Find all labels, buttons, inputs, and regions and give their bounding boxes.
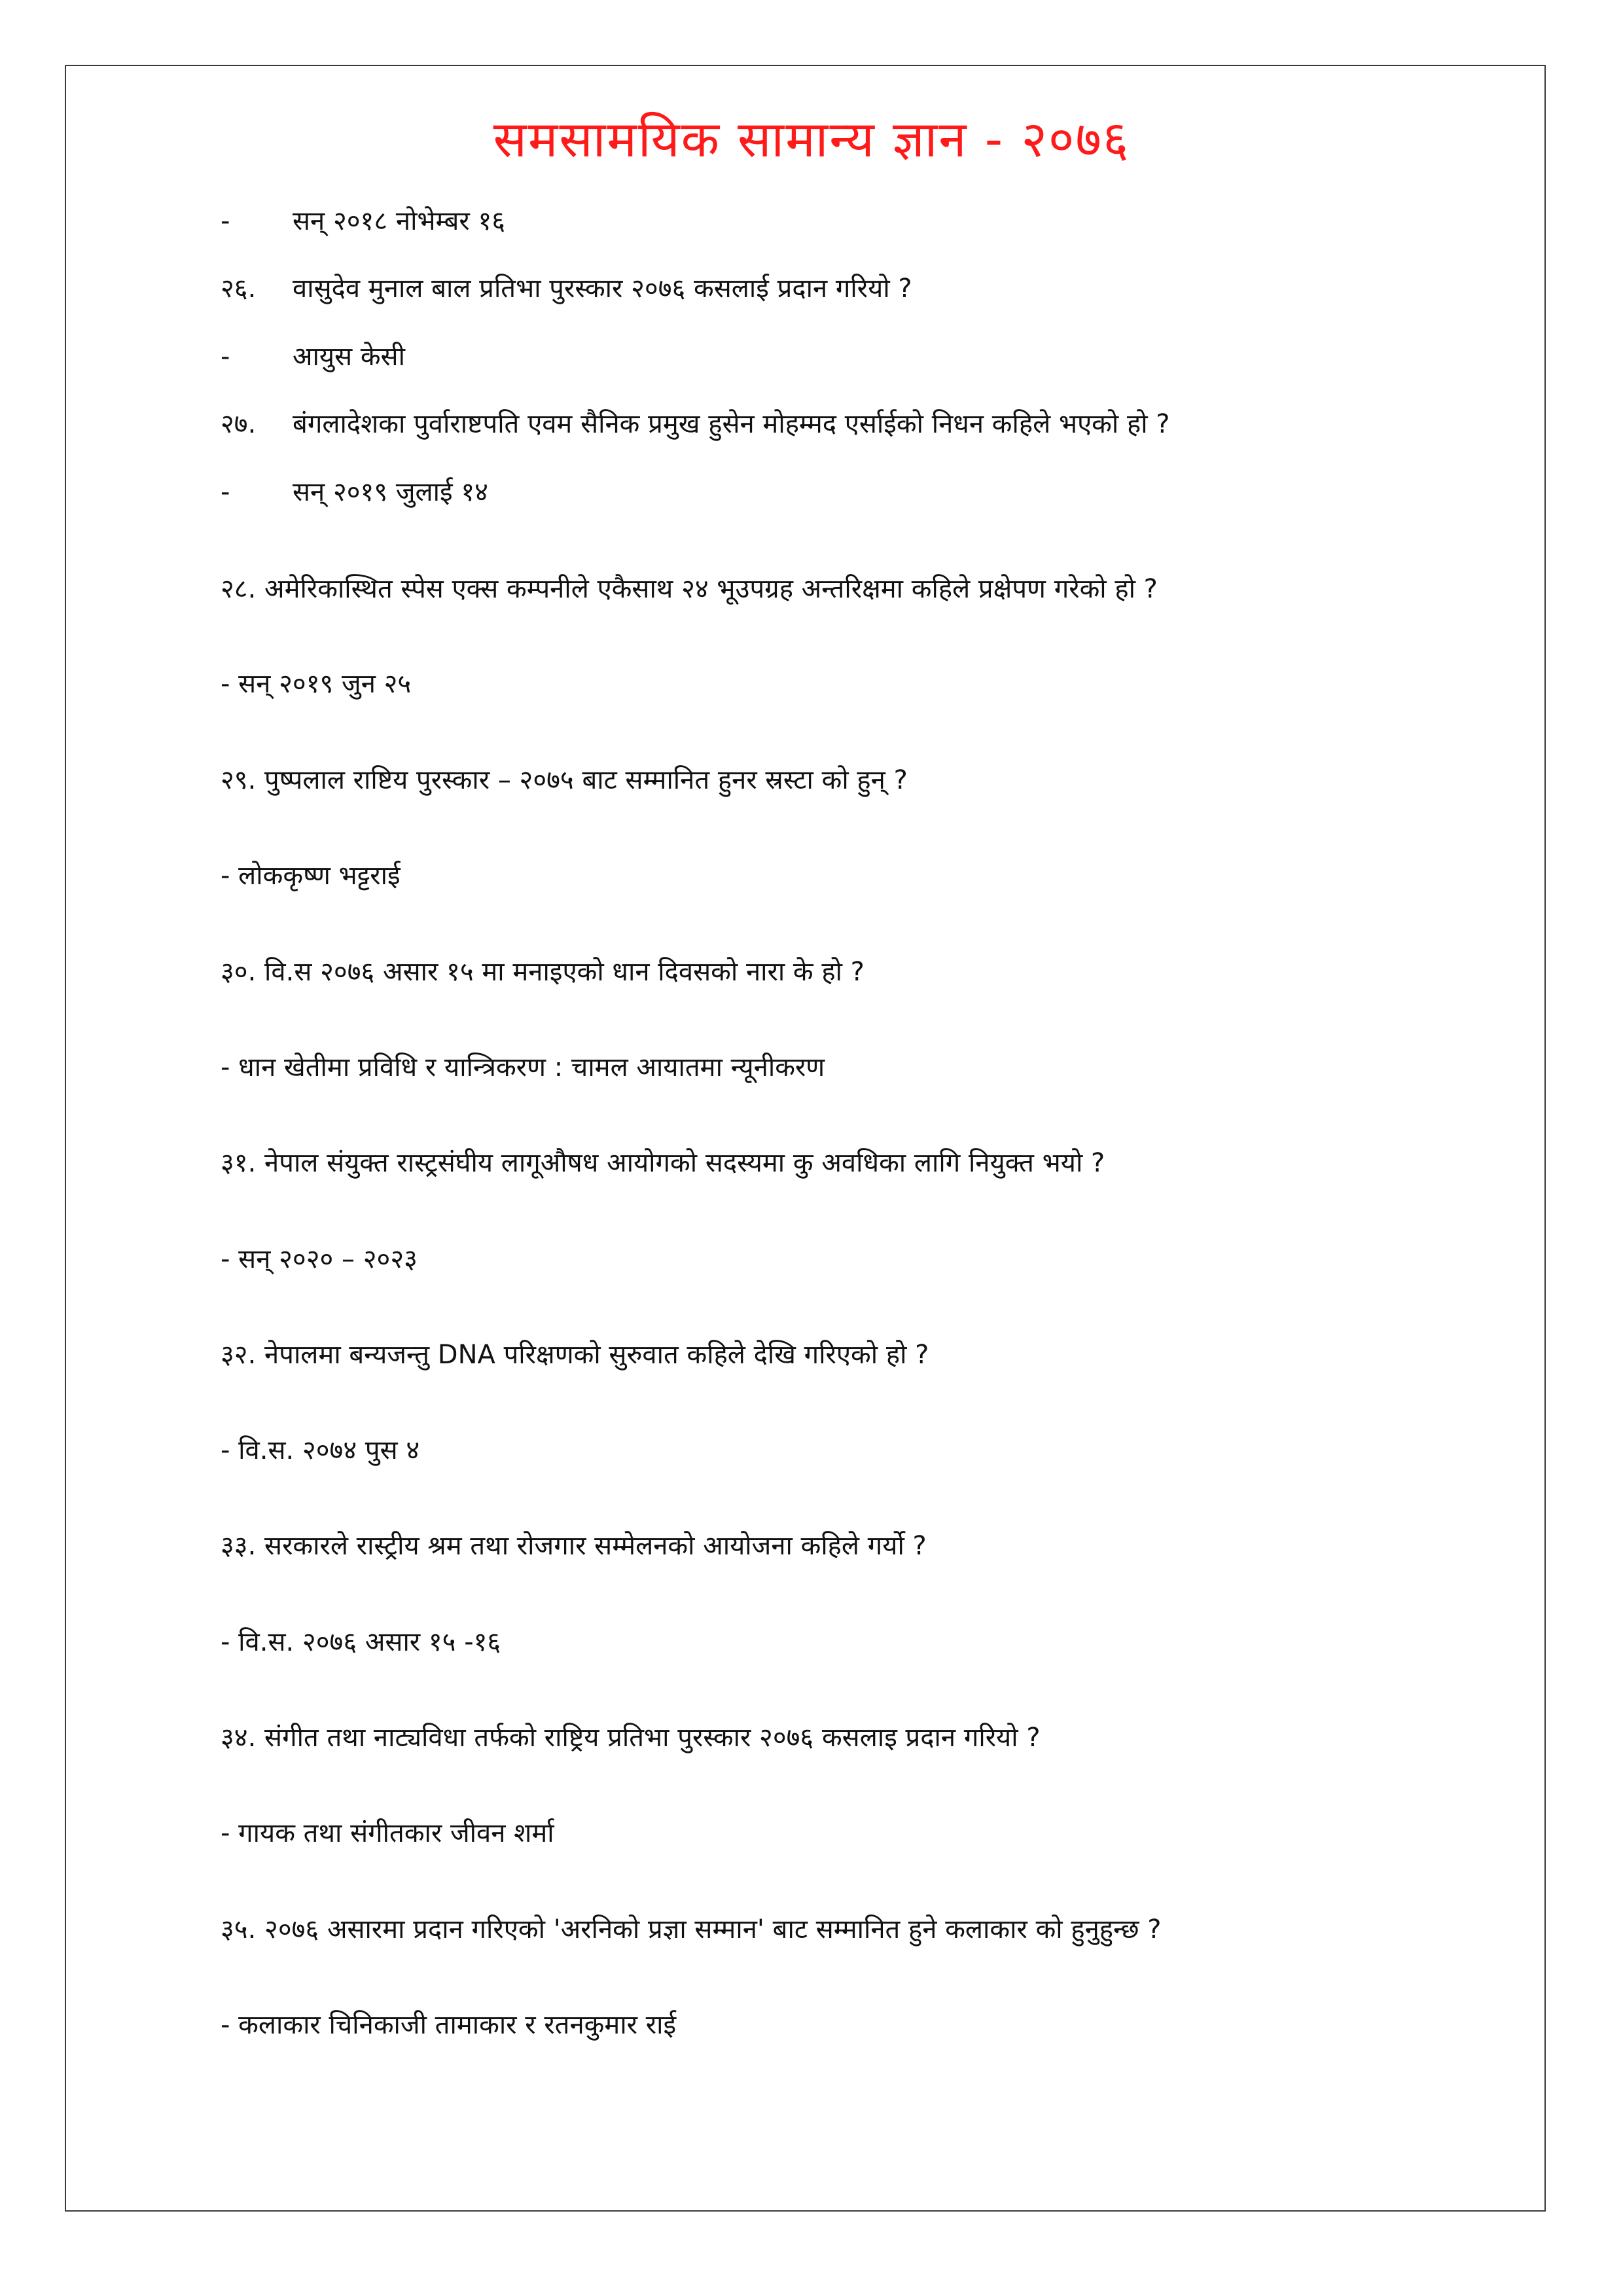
answer-line: - वि.स. २०७४ पुस ४ — [221, 1435, 420, 1465]
item-number: - — [221, 342, 230, 372]
question-line: ३०. वि.स २०७६ असार १५ मा मनाइएको धान दिवसको नारा के हो ? — [221, 957, 865, 987]
item-number: - — [221, 206, 230, 236]
answer-line: - वि.स. २०७६ असार १५ -१६ — [221, 1627, 501, 1657]
question-line: ३३. सरकारले रास्ट्रीय श्रम तथा रोजगार सम्मेलनको आयोजना कहिले गर्यो ? — [221, 1531, 927, 1561]
item-text: सन् २०१८ नोभेम्बर १६ — [293, 206, 506, 236]
item-number: २७. — [221, 409, 257, 439]
question-line: २९. पुष्पलाल राष्टिय पुरस्कार – २०७५ बाट सम्मानित हुनर स्रस्टा को हुन् ? — [221, 765, 908, 795]
item-number: २६. — [221, 274, 257, 304]
answer-line: - गायक तथा संगीतकार जीवन शर्मा — [221, 1818, 554, 1848]
answer-line: - कलाकार चिनिकाजी तामाकार र रतनकुमार राई — [221, 2010, 677, 2040]
question-line: ३१. नेपाल संयुक्त रास्ट्रसंघीय लागूऔषध आयोगको सदस्यमा कु अवधिका लागि नियुक्त भयो ? — [221, 1148, 1105, 1178]
answer-line: - सन् २०२० – २०२३ — [221, 1244, 418, 1274]
question-line: ३४. संगीत तथा नाट्यविधा तर्फको राष्ट्रिय प्रतिभा पुरस्कार २०७६ कसलाइ प्रदान गरियो ? — [221, 1723, 1041, 1753]
item-text: आयुस केसी — [293, 342, 405, 372]
page-title: समसामयिक सामान्य ज्ञान - २०७६ — [493, 110, 1130, 168]
answer-line: - धान खेतीमा प्रविधि र यान्त्रिकरण : चामल आयातमा न्यूनीकरण — [221, 1052, 825, 1083]
item-text: वासुदेव मुनाल बाल प्रतिभा पुरस्कार २०७६ कसलाई प्रदान गरियो ? — [293, 274, 912, 304]
question-line: ३५. २०७६ असारमा प्रदान गरिएको 'अरनिको प्रज्ञा सम्मान' बाट सम्मानित हुने कलाकार को हुनुहुन्छ ? — [221, 1914, 1162, 1945]
answer-line: - सन् २०१९ जुन २५ — [221, 669, 412, 699]
answer-line: - लोककृष्ण भट्टराई — [221, 861, 401, 891]
item-text: बंगलादेशका पुर्वाराष्टपति एवम सैनिक प्रमुख हुसेन मोहम्मद एर्साईको निधन कहिले भएको हो ? — [293, 409, 1170, 439]
question-line: ३२. नेपालमा बन्यजन्तु DNA परिक्षणको सुरुवात कहिले देखि गरिएको हो ? — [221, 1340, 929, 1370]
item-number: - — [221, 477, 230, 507]
question-line: २८. अमेरिकास्थित स्पेस एक्स कम्पनीले एकैसाथ २४ भूउपग्रह अन्तरिक्षमा कहिले प्रक्षेपण गरेको हो ? — [221, 574, 1158, 604]
item-text: सन् २०१९ जुलाई १४ — [293, 477, 488, 507]
page-border — [65, 65, 1546, 2212]
